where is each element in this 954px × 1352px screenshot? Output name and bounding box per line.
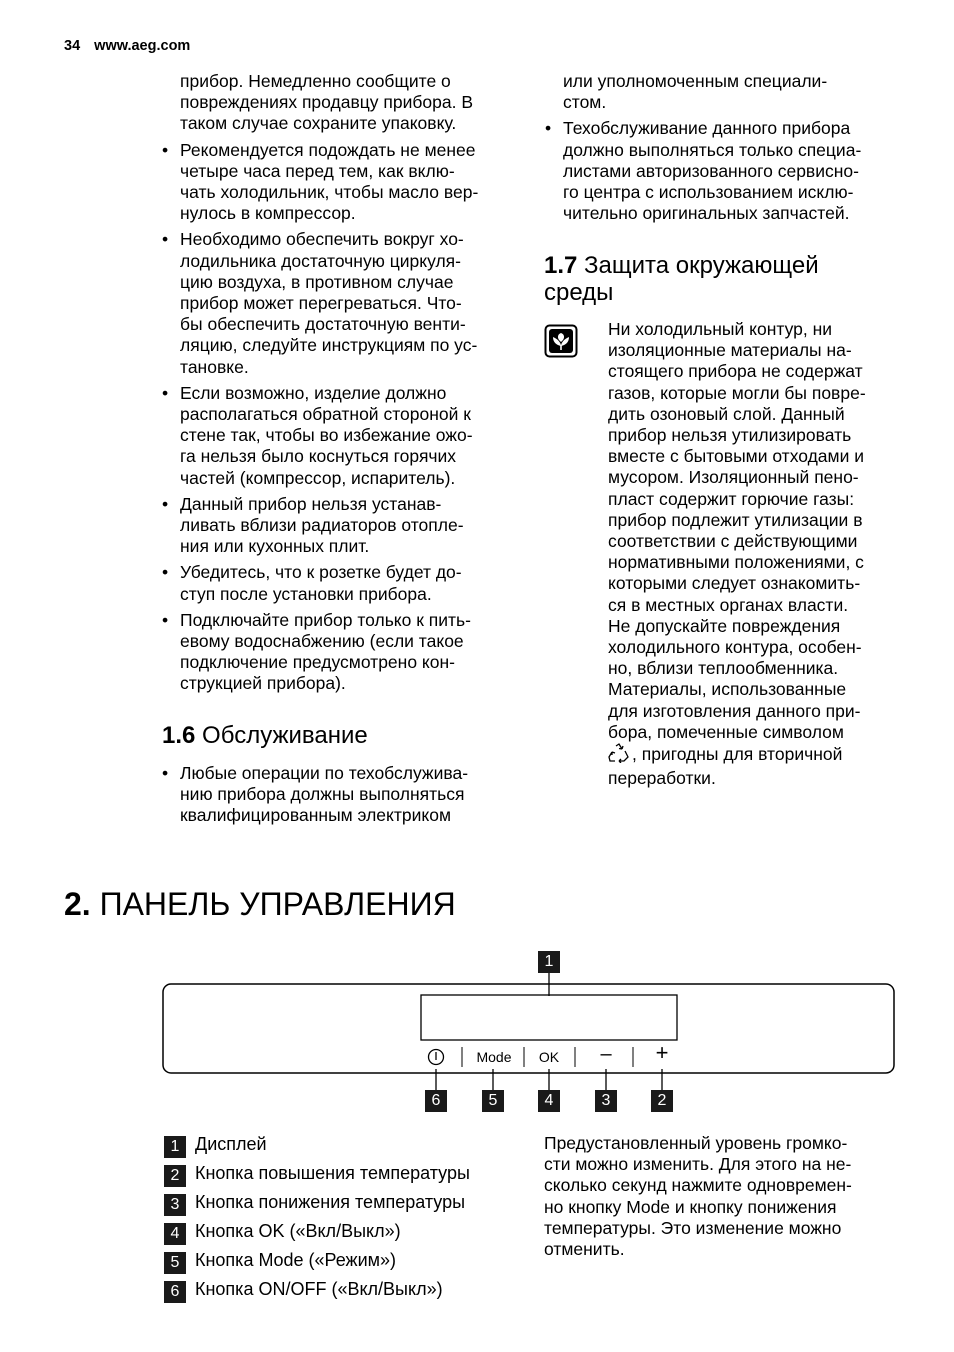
chapter-title: ПАНЕЛЬ УПРАВЛЕНИЯ [99, 886, 456, 922]
continuation-paragraph: или уполномоченным специали- стом. [563, 71, 828, 113]
display-window [421, 995, 677, 1040]
legend-label: Дисплей [195, 1134, 267, 1154]
legend-label: Кнопка OK («Вкл/Выкл») [195, 1221, 401, 1241]
page-number: 34 [64, 38, 81, 54]
list-item: • Необходимо обеспечить вокруг хо- лодильника достаточную циркуля- цию воздуха, в противном случае прибор может перегреваться. Что- бы обеспечить достаточную венти- ляцию, следуйте инструкциям по ус- тановке. [180, 229, 515, 377]
legend-number: 1 [164, 1136, 186, 1158]
environment-paragraph: Ни холодильный контур, ни изоляционные материалы на- стоящего прибора не содержат газов, которые могли бы повре- дить озоновый слой. Данный прибор нельзя утилизировать вместе с бытовыми отходами и мусором. Изоляционный пено- пласт содержит горючие газы: прибор подлежит утилизации в соответствии с действующими нормативными положениями, с которыми следует ознакомить- ся в местных органах власти. Не допускайте повреждения холодильного контура, особен- но, вблизи теплообменника. Материалы, использованные для изготовления данного при- бора, помеченные символом , пригодны для вторичной переработки. [608, 319, 866, 789]
intro-paragraph: прибор. Немедленно сообщите о повреждениях продавцу прибора. В таком случае сохраните упаковку. [180, 71, 473, 134]
legend-label: Кнопка ON/OFF («Вкл/Выкл») [195, 1279, 443, 1299]
panel-outline [163, 984, 894, 1073]
list-item: • Убедитесь, что к розетке будет до- ступ после установки прибора. [180, 562, 515, 604]
legend-label: Кнопка повышения температуры [195, 1163, 470, 1183]
section-number: 1.7 [544, 252, 578, 279]
list-item: • Техобслуживание данного прибора должно выполняться только специа- листами авторизованного сервисно- го центра с использованием исклю- чительно оригинальных запчастей. [563, 118, 898, 224]
section-title: Обслуживание [202, 722, 368, 749]
section-title-line-2: среды [544, 279, 614, 306]
callout-5: 5 [482, 1090, 504, 1112]
plus-button[interactable]: + [655, 1040, 669, 1065]
mode-button[interactable]: Mode [476, 1049, 512, 1065]
callout-4: 4 [538, 1090, 560, 1112]
callout-3: 3 [595, 1090, 617, 1112]
callout-2: 2 [651, 1090, 673, 1112]
legend-number: 6 [164, 1281, 186, 1303]
list-item: • Любые операции по техобслужива- нию прибора должны выполняться квалифицированным электриком [180, 763, 515, 827]
legend-number: 5 [164, 1252, 186, 1274]
chapter-number: 2. [64, 886, 91, 922]
power-button[interactable] [426, 1046, 446, 1066]
list-item: • Рекомендуется подождать не менее четыре часа перед тем, как вклю- чать холодильник, чтобы масло вер- нулось в компрессор. [180, 140, 515, 225]
minus-button[interactable]: – [600, 1043, 612, 1065]
site-url[interactable]: www.aeg.com [94, 38, 191, 54]
legend-number: 4 [164, 1223, 186, 1245]
list-item: • Подключайте прибор только к пить- евому водоснабжению (если такое подключение предусмотрено кон- струкцией прибора). [180, 610, 515, 695]
callout-1: 1 [538, 951, 560, 973]
legend-label: Кнопка Mode («Режим») [195, 1250, 396, 1270]
legend-number: 2 [164, 1165, 186, 1187]
list-item: • Если возможно, изделие должно располагаться обратной стороной к стене так, чтобы во избежание ожо- га нельзя было коснуться горячих частей (компрессор, испаритель). [180, 383, 515, 489]
legend-number: 3 [164, 1194, 186, 1216]
list-item: • Данный прибор нельзя устанав- ливать вблизи радиаторов отопле- ния или кухонных плит. [180, 494, 515, 558]
section-title-line-1: Защита окружающей [584, 252, 819, 279]
section-number: 1.6 [162, 722, 196, 749]
legend-label: Кнопка понижения температуры [195, 1192, 466, 1212]
callout-6: 6 [425, 1090, 447, 1112]
volume-note-paragraph: Предустановленный уровень громко- сти можно изменить. Для этого на не- сколько секунд нажмите одновремен- но кнопку Mode и кнопку понижения температуры. Это изменение можно отменить. [544, 1133, 852, 1260]
ok-button[interactable]: OK [538, 1049, 560, 1065]
